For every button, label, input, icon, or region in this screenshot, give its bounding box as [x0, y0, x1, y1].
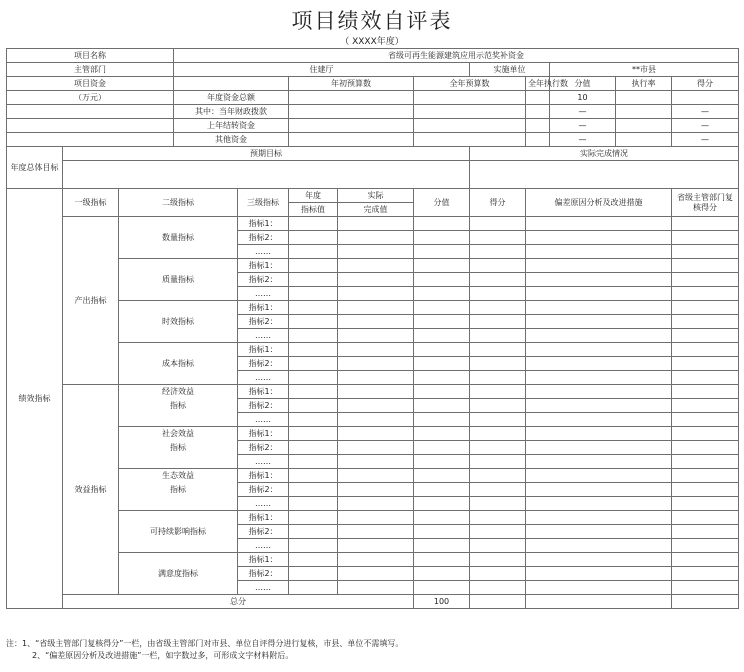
quantity-indicator: 数量指标: [119, 217, 238, 259]
cell[interactable]: [470, 273, 526, 287]
economic-indicator-line1: 经济效益: [119, 385, 238, 399]
cell[interactable]: [338, 343, 414, 357]
indicator-more: ……: [238, 287, 289, 301]
social-indicator-line2: 指标: [119, 441, 238, 455]
cell[interactable]: [470, 469, 526, 483]
cell[interactable]: [414, 371, 470, 385]
cell[interactable]: [470, 581, 526, 595]
cell[interactable]: [289, 483, 338, 497]
cell[interactable]: [414, 441, 470, 455]
dept-label: 主管部门: [7, 63, 174, 77]
total-review[interactable]: [672, 595, 739, 609]
indicator-2: 指标2：: [238, 231, 289, 245]
cell[interactable]: [672, 273, 739, 287]
cell[interactable]: [338, 413, 414, 427]
exec-col-header: 全年执行数: [526, 77, 550, 91]
cell[interactable]: [414, 329, 470, 343]
indicator-more: ……: [238, 329, 289, 343]
cell[interactable]: [470, 371, 526, 385]
cell[interactable]: [672, 343, 739, 357]
department-row: [7, 63, 739, 77]
indicator-more: ……: [238, 455, 289, 469]
cell[interactable]: [526, 441, 672, 455]
cell[interactable]: [526, 315, 672, 329]
cell[interactable]: [470, 329, 526, 343]
full-budget-col-header: 全年预算数: [414, 77, 526, 91]
cell[interactable]: [289, 581, 338, 595]
cell[interactable]: [289, 511, 338, 525]
evaluation-table: [6, 48, 739, 609]
cell[interactable]: [414, 315, 470, 329]
indicator-2: 指标2：: [238, 567, 289, 581]
cell[interactable]: [526, 581, 672, 595]
cell[interactable]: [470, 259, 526, 273]
indicator-row: [7, 385, 739, 399]
cell[interactable]: [526, 385, 672, 399]
quality-indicator: 质量指标: [119, 259, 238, 301]
cell[interactable]: [526, 497, 672, 511]
cell[interactable]: [338, 301, 414, 315]
fund-row-label: 年度资金总额: [174, 91, 289, 105]
got-cell: —: [672, 133, 739, 147]
cell[interactable]: [526, 469, 672, 483]
sustainability-indicator: 可持续影响指标: [119, 511, 238, 553]
full-budget-cell[interactable]: [414, 91, 526, 105]
cell[interactable]: [289, 329, 338, 343]
perf-header-row: [7, 189, 739, 203]
cell[interactable]: [526, 567, 672, 581]
ecological-indicator-blank: [119, 497, 238, 511]
cell[interactable]: [414, 287, 470, 301]
ecological-indicator-line2: 指标: [119, 483, 238, 497]
cell[interactable]: [526, 273, 672, 287]
cell[interactable]: [470, 441, 526, 455]
cell[interactable]: [470, 217, 526, 231]
cell[interactable]: [338, 525, 414, 539]
cell[interactable]: [289, 455, 338, 469]
cell[interactable]: [470, 315, 526, 329]
cell[interactable]: [338, 385, 414, 399]
indicator-2: 指标2：: [238, 357, 289, 371]
cell[interactable]: [470, 427, 526, 441]
cell[interactable]: [672, 483, 739, 497]
got-cell: —: [672, 119, 739, 133]
cell[interactable]: [470, 357, 526, 371]
cell[interactable]: [338, 483, 414, 497]
cell[interactable]: [526, 329, 672, 343]
indicator-more: ……: [238, 581, 289, 595]
indicator-1: 指标1：: [238, 469, 289, 483]
indicator-1: 指标1：: [238, 385, 289, 399]
cell[interactable]: [338, 399, 414, 413]
cell[interactable]: [289, 539, 338, 553]
indicator-more: ……: [238, 539, 289, 553]
cell[interactable]: [289, 385, 338, 399]
cell[interactable]: [414, 385, 470, 399]
indicator-value-header: 指标值: [289, 203, 338, 217]
cell[interactable]: [289, 469, 338, 483]
rate-cell[interactable]: [616, 133, 672, 147]
cell[interactable]: [289, 217, 338, 231]
cell[interactable]: [672, 217, 739, 231]
indicator-more: ……: [238, 497, 289, 511]
indicator-2: 指标2：: [238, 525, 289, 539]
cell[interactable]: [672, 245, 739, 259]
cell[interactable]: [289, 273, 338, 287]
review-header: 省级主管部门复核得分: [672, 189, 739, 217]
fund-blank-cell: [7, 133, 174, 147]
cell[interactable]: [414, 413, 470, 427]
total-got[interactable]: [470, 595, 526, 609]
score-cell: —: [550, 119, 616, 133]
cell[interactable]: [338, 497, 414, 511]
perf-label: 绩效指标: [7, 189, 63, 609]
reason-header: 偏差原因分析及改进措施: [526, 189, 672, 217]
cell[interactable]: [414, 245, 470, 259]
cell[interactable]: [672, 315, 739, 329]
cell[interactable]: [470, 301, 526, 315]
cell[interactable]: [338, 455, 414, 469]
cell[interactable]: [526, 511, 672, 525]
indicator-more: ……: [238, 371, 289, 385]
fund-blank-cell: [7, 119, 174, 133]
rate-cell[interactable]: [616, 91, 672, 105]
actual-done-header: 实际完成情况: [470, 147, 739, 161]
cell[interactable]: [526, 539, 672, 553]
indicator-2: 指标2：: [238, 315, 289, 329]
cell[interactable]: [338, 539, 414, 553]
fund-unit: （万元）: [7, 91, 174, 105]
cell[interactable]: [338, 217, 414, 231]
cell[interactable]: [470, 483, 526, 497]
cell[interactable]: [338, 329, 414, 343]
score-cell: 10: [550, 91, 616, 105]
goal-content-row: [7, 161, 739, 189]
cell[interactable]: [289, 441, 338, 455]
rate-cell[interactable]: [616, 105, 672, 119]
indicator-2: 指标2：: [238, 483, 289, 497]
cell[interactable]: [672, 385, 739, 399]
fund-blank-cell: [7, 105, 174, 119]
cell[interactable]: [672, 371, 739, 385]
indicator-1: 指标1：: [238, 301, 289, 315]
cell[interactable]: [526, 287, 672, 301]
timeliness-indicator: 时效指标: [119, 301, 238, 343]
cell[interactable]: [338, 553, 414, 567]
output-indicator-label: 产出指标: [63, 217, 119, 385]
cell[interactable]: [289, 259, 338, 273]
cell[interactable]: [289, 525, 338, 539]
cell[interactable]: [414, 399, 470, 413]
year-header: 年度: [289, 189, 338, 203]
indicator-1: 指标1：: [238, 217, 289, 231]
cell[interactable]: [414, 553, 470, 567]
budget-cell[interactable]: [289, 91, 414, 105]
fund-row-label: 其中：当年财政拨款: [174, 105, 289, 119]
form-notes: [6, 638, 738, 662]
cell[interactable]: [289, 371, 338, 385]
cell[interactable]: [470, 511, 526, 525]
cell[interactable]: [526, 553, 672, 567]
indicator-more: ……: [238, 245, 289, 259]
cell[interactable]: [470, 455, 526, 469]
cell[interactable]: [526, 217, 672, 231]
indicator-1: 指标1：: [238, 259, 289, 273]
cell[interactable]: [289, 413, 338, 427]
fund-row: [7, 91, 739, 105]
cell[interactable]: [672, 539, 739, 553]
cell[interactable]: [289, 497, 338, 511]
cell[interactable]: [414, 231, 470, 245]
indicator-1: 指标1：: [238, 553, 289, 567]
actual-done-cell[interactable]: [470, 161, 739, 189]
fund-row-label: 其他资金: [174, 133, 289, 147]
score-header: 分值: [414, 189, 470, 217]
project-name-label: 项目名称: [7, 49, 174, 63]
cell[interactable]: [526, 483, 672, 497]
full-budget-cell[interactable]: [414, 133, 526, 147]
cell[interactable]: [526, 259, 672, 273]
cell[interactable]: [338, 581, 414, 595]
budget-col-header: 年初预算数: [289, 77, 414, 91]
real-header: 实际: [338, 189, 414, 203]
total-label: 总分: [63, 595, 414, 609]
got-col-header: 得分: [672, 77, 739, 91]
cell[interactable]: [672, 469, 739, 483]
cell[interactable]: [672, 511, 739, 525]
cell[interactable]: [470, 399, 526, 413]
exec-cell[interactable]: [526, 133, 550, 147]
cell[interactable]: [289, 553, 338, 567]
cell[interactable]: [289, 343, 338, 357]
cell[interactable]: [470, 413, 526, 427]
cell[interactable]: [526, 399, 672, 413]
cell[interactable]: [414, 357, 470, 371]
cell[interactable]: [414, 455, 470, 469]
score-col-header: 分值: [550, 77, 616, 91]
social-indicator-line1: 社会效益: [119, 427, 238, 441]
cell[interactable]: [289, 231, 338, 245]
cell[interactable]: [672, 301, 739, 315]
cell[interactable]: [470, 231, 526, 245]
cell[interactable]: [672, 525, 739, 539]
effect-indicator-label: 效益指标: [63, 385, 119, 595]
cell[interactable]: [672, 287, 739, 301]
got-header: 得分: [470, 189, 526, 217]
cell[interactable]: [414, 483, 470, 497]
cell[interactable]: [338, 567, 414, 581]
exec-cell[interactable]: [526, 91, 550, 105]
expected-goal-header: 预期目标: [63, 147, 470, 161]
dept-value: 住建厅: [174, 63, 470, 77]
cell[interactable]: [414, 567, 470, 581]
cell[interactable]: [672, 413, 739, 427]
fund-row: [7, 105, 739, 119]
indicator-1: 指标1：: [238, 343, 289, 357]
cell[interactable]: [414, 511, 470, 525]
cell[interactable]: [338, 357, 414, 371]
cell[interactable]: [338, 231, 414, 245]
indicator-more: ……: [238, 413, 289, 427]
cell[interactable]: [414, 343, 470, 357]
cell[interactable]: [526, 231, 672, 245]
cell[interactable]: [338, 273, 414, 287]
cell[interactable]: [470, 245, 526, 259]
economic-indicator-blank: [119, 413, 238, 427]
cell[interactable]: [672, 441, 739, 455]
indicator-2: 指标2：: [238, 273, 289, 287]
indicator-row: [7, 217, 739, 231]
cell[interactable]: [672, 497, 739, 511]
budget-cell[interactable]: [289, 133, 414, 147]
done-value-header: 完成值: [338, 203, 414, 217]
project-name-value: 省级可再生能源建筑应用示范奖补资金: [174, 49, 739, 63]
cell[interactable]: [338, 287, 414, 301]
cell[interactable]: [414, 469, 470, 483]
cell[interactable]: [414, 301, 470, 315]
total-row: [7, 595, 739, 609]
cell[interactable]: [338, 315, 414, 329]
cell[interactable]: [672, 357, 739, 371]
cell[interactable]: [414, 273, 470, 287]
cell[interactable]: [672, 329, 739, 343]
ecological-indicator-line1: 生态效益: [119, 469, 238, 483]
fund-row: [7, 133, 739, 147]
got-cell[interactable]: [672, 91, 739, 105]
cell[interactable]: [338, 427, 414, 441]
satisfaction-indicator: 满意度指标: [119, 553, 238, 595]
budget-cell[interactable]: [289, 119, 414, 133]
cell[interactable]: [526, 357, 672, 371]
exec-cell[interactable]: [526, 105, 550, 119]
cell[interactable]: [289, 357, 338, 371]
cell[interactable]: [672, 581, 739, 595]
cell[interactable]: [526, 455, 672, 469]
project-name-row: [7, 49, 739, 63]
total-reason[interactable]: [526, 595, 672, 609]
cell[interactable]: [470, 539, 526, 553]
cell[interactable]: [338, 245, 414, 259]
cell[interactable]: [289, 301, 338, 315]
fund-blank: [174, 77, 289, 91]
cell[interactable]: [526, 371, 672, 385]
cell[interactable]: [338, 371, 414, 385]
level2-header: 二级指标: [119, 189, 238, 217]
note-2: 2、“偏差原因分析及改进措施”一栏，如字数过多，可形成文字材料附后。: [32, 651, 294, 660]
cell[interactable]: [672, 427, 739, 441]
level1-header: 一级指标: [63, 189, 119, 217]
cell[interactable]: [672, 231, 739, 245]
cell[interactable]: [672, 567, 739, 581]
indicator-2: 指标2：: [238, 441, 289, 455]
social-indicator-blank: [119, 455, 238, 469]
impl-label: 实施单位: [470, 63, 550, 77]
cell[interactable]: [526, 301, 672, 315]
cell[interactable]: [526, 413, 672, 427]
cell[interactable]: [526, 245, 672, 259]
cell[interactable]: [470, 343, 526, 357]
cell[interactable]: [289, 399, 338, 413]
cell[interactable]: [414, 217, 470, 231]
cell[interactable]: [470, 525, 526, 539]
level3-header: 三级指标: [238, 189, 289, 217]
exec-cell[interactable]: [526, 119, 550, 133]
full-budget-cell[interactable]: [414, 105, 526, 119]
indicator-1: 指标1：: [238, 427, 289, 441]
cell[interactable]: [470, 385, 526, 399]
cell[interactable]: [470, 567, 526, 581]
fund-header-row: [7, 77, 739, 91]
cell[interactable]: [289, 287, 338, 301]
indicator-1: 指标1：: [238, 511, 289, 525]
cell[interactable]: [289, 245, 338, 259]
economic-indicator-line2: 指标: [119, 399, 238, 413]
full-budget-cell[interactable]: [414, 119, 526, 133]
cell[interactable]: [526, 427, 672, 441]
got-cell: —: [672, 105, 739, 119]
expected-goal-cell[interactable]: [63, 161, 470, 189]
cell[interactable]: [414, 497, 470, 511]
cell[interactable]: [672, 399, 739, 413]
score-cell: —: [550, 105, 616, 119]
form-year: （ XXXX年度）: [340, 37, 404, 47]
goal-label: 年度总体目标: [7, 147, 63, 189]
cell[interactable]: [414, 427, 470, 441]
cell[interactable]: [338, 441, 414, 455]
cell[interactable]: [526, 525, 672, 539]
rate-cell[interactable]: [616, 119, 672, 133]
cell[interactable]: [414, 525, 470, 539]
cell[interactable]: [672, 455, 739, 469]
cell[interactable]: [470, 553, 526, 567]
cell[interactable]: [470, 287, 526, 301]
cell[interactable]: [289, 567, 338, 581]
cell[interactable]: [470, 497, 526, 511]
budget-cell[interactable]: [289, 105, 414, 119]
total-score: 100: [414, 595, 470, 609]
rate-col-header: 执行率: [616, 77, 672, 91]
cell[interactable]: [526, 343, 672, 357]
cell[interactable]: [672, 553, 739, 567]
cell[interactable]: [414, 539, 470, 553]
cell[interactable]: [338, 259, 414, 273]
cost-indicator: 成本指标: [119, 343, 238, 385]
goal-header-row: [7, 147, 739, 161]
cell[interactable]: [414, 259, 470, 273]
cell[interactable]: [289, 315, 338, 329]
cell[interactable]: [289, 427, 338, 441]
cell[interactable]: [414, 581, 470, 595]
impl-value: **市县: [550, 63, 739, 77]
fund-row: [7, 119, 739, 133]
cell[interactable]: [338, 469, 414, 483]
form-title: 项目绩效自评表: [291, 9, 453, 33]
cell[interactable]: [338, 511, 414, 525]
note-1: 注：1、“省级主管部门复核得分”一栏，由省级主管部门对市县、单位自评得分进行复核，市县、单位不需填写。: [6, 639, 404, 648]
indicator-2: 指标2：: [238, 399, 289, 413]
score-cell: —: [550, 133, 616, 147]
fund-label: 项目资金: [7, 77, 174, 91]
cell[interactable]: [672, 259, 739, 273]
fund-row-label: 上年结转资金: [174, 119, 289, 133]
